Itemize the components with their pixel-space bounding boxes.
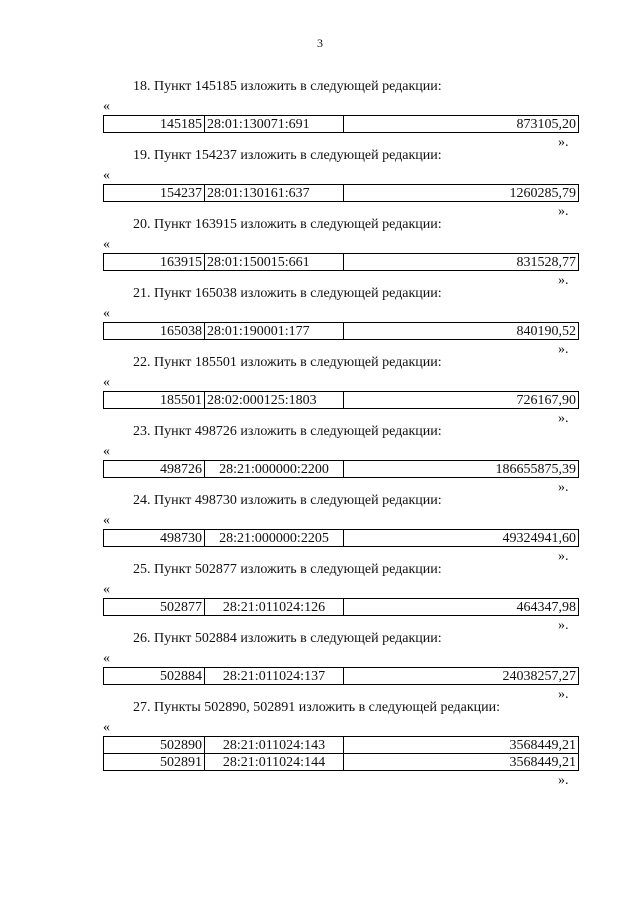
value-cell: 873105,20 — [344, 116, 579, 133]
close-quote: ». — [558, 273, 569, 288]
item-number-cell: 502890 — [104, 737, 205, 754]
cadastral-number-cell: 28:21:000000:2205 — [205, 530, 344, 547]
item-number-cell: 185501 — [104, 392, 205, 409]
table-row — [104, 668, 579, 685]
amendment-heading: 20. Пункт 163915 изложить в следующей редакции: — [133, 217, 442, 232]
close-quote: ». — [558, 687, 569, 702]
amendment-table — [103, 736, 579, 771]
item-number-cell: 498730 — [104, 530, 205, 547]
amendment-table — [103, 253, 579, 271]
open-quote: « — [103, 651, 110, 666]
amendment-heading: 22. Пункт 185501 изложить в следующей редакции: — [133, 355, 442, 370]
amendment-table — [103, 322, 579, 340]
table-row — [104, 392, 579, 409]
cadastral-number-cell: 28:21:011024:137 — [205, 668, 344, 685]
open-quote: « — [103, 99, 110, 114]
amendment-table — [103, 115, 579, 133]
open-quote: « — [103, 375, 110, 390]
amendment-heading: 18. Пункт 145185 изложить в следующей редакции: — [133, 79, 442, 94]
value-cell: 464347,98 — [344, 599, 579, 616]
item-number-cell: 163915 — [104, 254, 205, 271]
open-quote: « — [103, 168, 110, 183]
cadastral-number-cell: 28:01:130161:637 — [205, 185, 344, 202]
open-quote: « — [103, 237, 110, 252]
value-cell: 726167,90 — [344, 392, 579, 409]
item-number-cell: 154237 — [104, 185, 205, 202]
close-quote: ». — [558, 618, 569, 633]
cadastral-number-cell: 28:02:000125:1803 — [205, 392, 344, 409]
amendment-heading: 25. Пункт 502877 изложить в следующей редакции: — [133, 562, 442, 577]
close-quote: ». — [558, 342, 569, 357]
item-number-cell: 145185 — [104, 116, 205, 133]
cadastral-number-cell: 28:21:011024:143 — [205, 737, 344, 754]
table-row — [104, 599, 579, 616]
table-row — [104, 116, 579, 133]
value-cell: 186655875,39 — [344, 461, 579, 478]
amendment-table — [103, 184, 579, 202]
cadastral-number-cell: 28:01:150015:661 — [205, 254, 344, 271]
value-cell: 49324941,60 — [344, 530, 579, 547]
open-quote: « — [103, 582, 110, 597]
cadastral-number-cell: 28:21:011024:126 — [205, 599, 344, 616]
open-quote: « — [103, 513, 110, 528]
value-cell: 1260285,79 — [344, 185, 579, 202]
open-quote: « — [103, 306, 110, 321]
amendment-table — [103, 667, 579, 685]
page-number: 3 — [317, 36, 323, 50]
close-quote: ». — [558, 549, 569, 564]
value-cell: 3568449,21 — [344, 737, 579, 754]
amendment-table — [103, 529, 579, 547]
table-row — [104, 461, 579, 478]
amendment-table — [103, 598, 579, 616]
amendment-heading: 26. Пункт 502884 изложить в следующей редакции: — [133, 631, 442, 646]
amendment-heading: 23. Пункт 498726 изложить в следующей редакции: — [133, 424, 442, 439]
open-quote: « — [103, 444, 110, 459]
amendment-table — [103, 460, 579, 478]
table-row — [104, 754, 579, 771]
value-cell: 24038257,27 — [344, 668, 579, 685]
cadastral-number-cell: 28:01:190001:177 — [205, 323, 344, 340]
close-quote: ». — [558, 773, 569, 788]
cadastral-number-cell: 28:21:011024:144 — [205, 754, 344, 771]
item-number-cell: 502891 — [104, 754, 205, 771]
amendment-heading: 19. Пункт 154237 изложить в следующей редакции: — [133, 148, 442, 163]
table-row — [104, 530, 579, 547]
cadastral-number-cell: 28:21:000000:2200 — [205, 461, 344, 478]
amendment-heading: 24. Пункт 498730 изложить в следующей редакции: — [133, 493, 442, 508]
table-row — [104, 254, 579, 271]
table-row — [104, 323, 579, 340]
item-number-cell: 502884 — [104, 668, 205, 685]
close-quote: ». — [558, 135, 569, 150]
open-quote: « — [103, 720, 110, 735]
amendment-table — [103, 391, 579, 409]
close-quote: ». — [558, 411, 569, 426]
item-number-cell: 502877 — [104, 599, 205, 616]
value-cell: 840190,52 — [344, 323, 579, 340]
cadastral-number-cell: 28:01:130071:691 — [205, 116, 344, 133]
table-row — [104, 185, 579, 202]
close-quote: ». — [558, 204, 569, 219]
close-quote: ». — [558, 480, 569, 495]
value-cell: 3568449,21 — [344, 754, 579, 771]
value-cell: 831528,77 — [344, 254, 579, 271]
amendment-heading: 21. Пункт 165038 изложить в следующей редакции: — [133, 286, 442, 301]
item-number-cell: 498726 — [104, 461, 205, 478]
table-row — [104, 737, 579, 754]
item-number-cell: 165038 — [104, 323, 205, 340]
amendment-heading: 27. Пункты 502890, 502891 изложить в следующей редакции: — [133, 700, 501, 715]
